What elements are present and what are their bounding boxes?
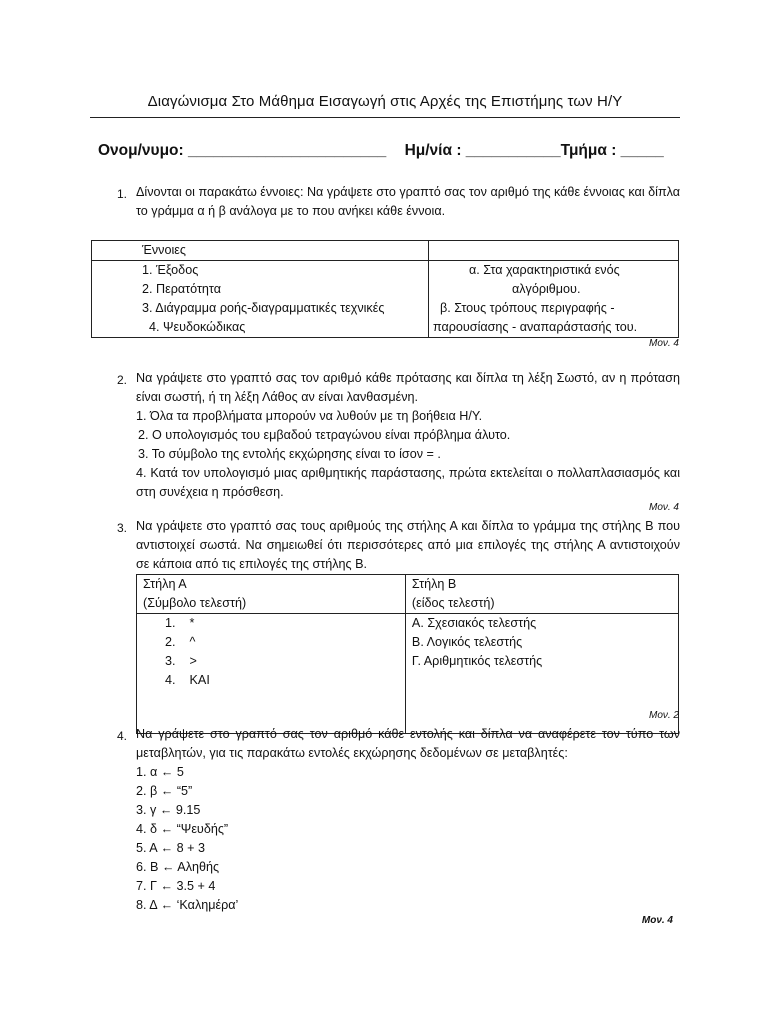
operator-symbol: ^ bbox=[189, 635, 196, 649]
name-field[interactable]: Ονομ/νυμο: _______________________ bbox=[98, 142, 387, 159]
question-2-number: 2. bbox=[117, 373, 128, 387]
assignment-item: 5. Α ← 8 + 3 bbox=[136, 841, 205, 855]
option-item: παρουσίασης - αναπαράστασής του. bbox=[432, 320, 638, 334]
question-3-number: 3. bbox=[117, 521, 128, 535]
assignment-item: 7. Γ ← 3.5 + 4 bbox=[136, 879, 216, 893]
concept-item: 1. Έξοδος bbox=[142, 263, 199, 277]
operator-number: 3. bbox=[165, 654, 176, 668]
option-item: β. Στους τρόπους περιγραφής - bbox=[439, 301, 615, 315]
operator-number: 1. bbox=[165, 616, 176, 630]
concepts-header: Έννοιες bbox=[142, 243, 186, 257]
statement-4: 4. Κατά τον υπολογισμό μιας αριθμητικής παράστασης, πρώτα εκτελείται ο πολλαπλασιασμός και στη συνέχεια η πρόσθεση. bbox=[136, 466, 680, 499]
options-header-cell bbox=[428, 241, 678, 261]
operator-symbol: > bbox=[189, 654, 197, 668]
concept-item: 4. Ψευδοκώδικας bbox=[149, 320, 246, 334]
assignment-item: 4. δ ← “Ψευδής” bbox=[136, 822, 229, 836]
student-info-row bbox=[98, 142, 698, 160]
operator-number: 2. bbox=[165, 635, 176, 649]
assignment-item: 3. γ ← 9.15 bbox=[136, 803, 201, 817]
statement-1: 1. Όλα τα προβλήματα μπορούν να λυθούν με τη βοήθεια Η/Υ. bbox=[136, 409, 483, 423]
column-a-subtitle: (Σύμβολο τελεστή) bbox=[143, 596, 247, 610]
operator-type: Α. Σχεσιακός τελεστής bbox=[411, 616, 537, 630]
operator-type: Γ. Αριθμητικός τελεστής bbox=[411, 654, 543, 668]
operator-symbol: ΚΑΙ bbox=[189, 673, 210, 687]
assignment-item: 6. Β ← Αληθής bbox=[136, 860, 220, 874]
column-b-title: Στήλη Β bbox=[411, 577, 457, 591]
concept-item: 2. Περατότητα bbox=[142, 282, 222, 296]
assignment-item: 8. Δ ← ‘Καλημέρα’ bbox=[136, 898, 239, 912]
question-2-text: Να γράψετε στο γραπτό σας τον αριθμό κάθε πρότασης και δίπλα τη λέξη Σωστό, αν η πρόταση είναι σωστή, ή τη λέξη Λάθος αν είναι λανθασμένη. bbox=[136, 371, 680, 404]
operator-row bbox=[137, 671, 405, 690]
class-field[interactable]: Τμήμα : _____ bbox=[560, 142, 664, 159]
statement-2: 2. Ο υπολογισμός του εμβαδού τετραγώνου είναι πρόβλημα άλυτο. bbox=[138, 428, 511, 442]
option-item: α. Στα χαρακτηριστικά ενός bbox=[468, 263, 620, 277]
statement-3: 3. Το σύμβολο της εντολής εκχώρησης είναι το ίσον = . bbox=[138, 447, 441, 461]
score-q1: Μον. 4 bbox=[648, 338, 679, 349]
score-q4: Μον. 4 bbox=[641, 915, 673, 926]
operator-number: 4. bbox=[165, 673, 176, 687]
question-4-text: Να γράψετε στο γραπτό σας τον αριθμό κάθε εντολής και δίπλα να αναφέρετε τον τύπο των μεταβλητών, για τις παρακάτω εντολές εκχώρησης δεδομένων σε μεταβλητές: bbox=[136, 727, 680, 760]
concept-item: 3. Διάγραμμα ροής-διαγραμματικές τεχνικές bbox=[142, 301, 385, 315]
column-b-subtitle: (είδος τελεστή) bbox=[411, 596, 495, 610]
question-1-number: 1. bbox=[117, 187, 128, 201]
operator-symbol: * bbox=[189, 616, 195, 630]
date-field[interactable]: Ημ/νία : ___________ bbox=[404, 142, 561, 159]
page-title: Διαγώνισμα Στο Μάθημα Εισαγωγή στις Αρχές της Επιστήμης των Η/Υ bbox=[147, 93, 623, 110]
column-a-title: Στήλη Α bbox=[143, 577, 187, 591]
operator-type: Β. Λογικός τελεστής bbox=[411, 635, 523, 649]
operator-row bbox=[137, 633, 405, 652]
operator-row bbox=[137, 614, 405, 633]
assignment-item: 2. β ← “5” bbox=[136, 784, 193, 798]
question-3-text: Να γράψετε στο γραπτό σας τους αριθμούς της στήλης Α και δίπλα το γράμμα της στήλης Β που αντιστοιχεί σωστά. Να σημειωθεί ότι περισσότερες από μια επιλογές της στήλης Α αντιστοιχούν σε κάποια από τις επιλογές της στήλης Β. bbox=[136, 519, 680, 571]
concepts-table bbox=[91, 240, 679, 338]
title-divider bbox=[90, 117, 680, 118]
score-q3: Μον. 2 bbox=[648, 710, 679, 721]
option-item: αλγόριθμου. bbox=[511, 282, 581, 296]
operator-row bbox=[137, 652, 405, 671]
question-4-number: 4. bbox=[117, 729, 128, 743]
question-1-text: Δίνονται οι παρακάτω έννοιες: Να γράψετε στο γραπτό σας τον αριθμό της κάθε έννοιας και δίπλα το γράμμα α ή β ανάλογα με το που ανήκει κάθε έννοια. bbox=[136, 185, 681, 218]
assignment-item: 1. α ← 5 bbox=[136, 765, 184, 779]
score-q2: Μον. 4 bbox=[648, 502, 679, 513]
